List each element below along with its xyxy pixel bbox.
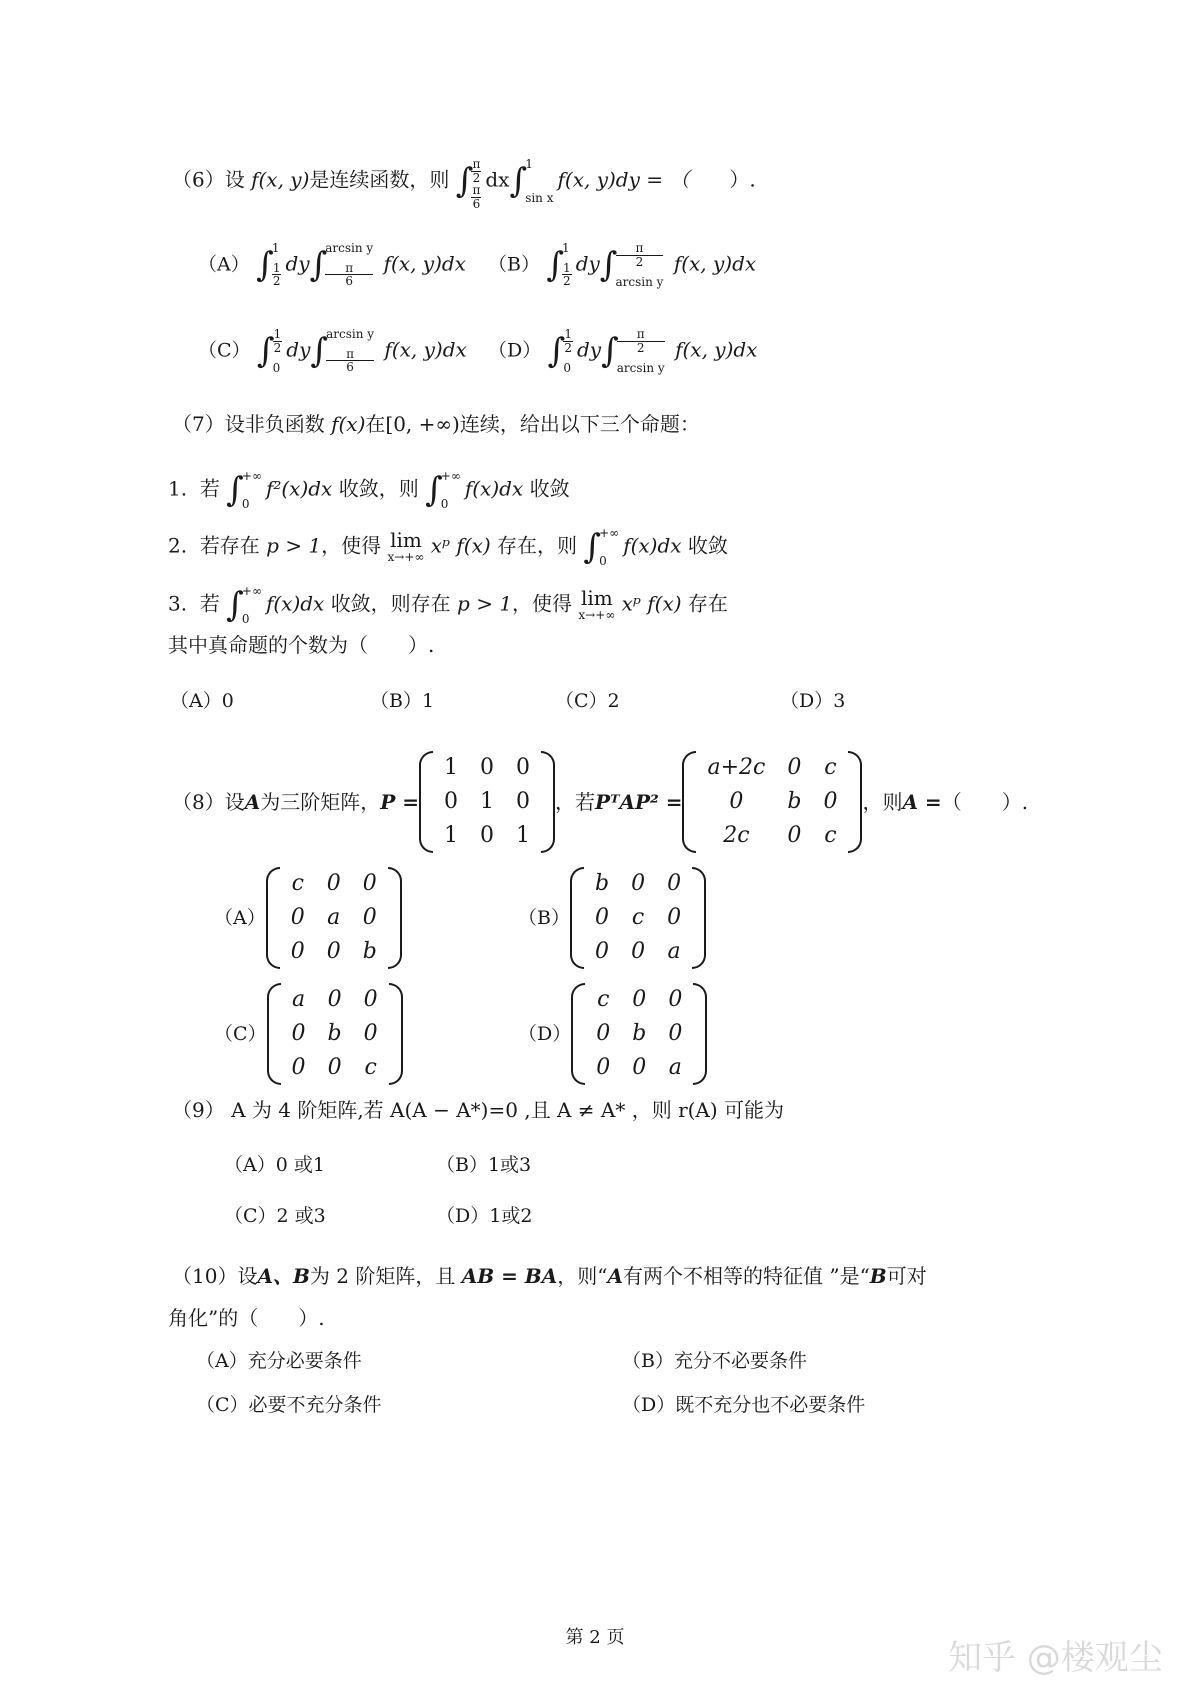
q7-stem: （7）设非负函数 f(x)在[0, +∞)连续，给出以下三个命题： bbox=[172, 412, 700, 436]
q9-option-b: （B）1或3 bbox=[436, 1154, 532, 1176]
q10-stem-line2: 角化”的（ ）. bbox=[168, 1306, 325, 1330]
q7-prop-1: 1. 若 ∫ +∞ 0 f²(x)dx 收敛，则 ∫ +∞ 0 f(x)dx 收敛 bbox=[168, 469, 570, 511]
q10-stem: （10）设A、B为 2 阶矩阵，且 AB = BA，则“A有两个不相等的特征值 ”是“B可对 bbox=[172, 1264, 927, 1288]
q10-option-a: （A）充分必要条件 bbox=[196, 1350, 362, 1372]
q8-option-d: （D） c 0 0 0 b 0 0 0 a bbox=[518, 986, 707, 1082]
q10-option-b: （B）充分不必要条件 bbox=[622, 1350, 807, 1372]
q9-option-c: （C）2 或3 bbox=[224, 1205, 326, 1227]
matrix-result: a+2c 0 c 0 b 0 2c 0 c bbox=[682, 751, 862, 853]
q8-option-a: （A） c 0 0 0 a 0 0 0 b bbox=[214, 870, 402, 966]
matrix-p: 1 0 0 0 1 0 1 0 1 bbox=[419, 751, 555, 853]
q8-stem: （8） 设 A 为三阶矩阵， P = 1 0 0 0 1 0 1 0 1 ，若 PᵀAP² = a+2c 0 c 0 b 0 2c 0 c ，则 A = （ ）. bbox=[172, 754, 1028, 850]
q6-option-a: （A） ∫ 1 $\frac{1}{2}$ dy∫ arcsin y $\frac{\pi}{6}$ f(x, y)dx bbox=[198, 241, 466, 289]
q6-option-b: （B） ∫ 1 $\frac{1}{2}$ dy∫ $\frac{\pi}{2}$ arcsin y f(x, y)dx bbox=[488, 241, 757, 289]
q6-option-c: （C） ∫ $\frac{1}{2}$ 0 dy∫ arcsin y $\frac{\pi}{6}$ f(x, y)dx bbox=[198, 327, 467, 375]
q9-stem: （9） A 为 4 阶矩阵,若 A(A − A*)=0 ,且 A ≠ A* ，则 r(A) 可能为 bbox=[172, 1098, 785, 1122]
page-number: 第 2 页 bbox=[565, 1627, 625, 1648]
q7-option-a: （A）0 bbox=[170, 690, 234, 712]
q10-option-c: （C）必要不充分条件 bbox=[196, 1394, 382, 1416]
q7-option-d: （D）3 bbox=[780, 690, 846, 712]
q6-stem: （6）设 f(x, y)是连续函数，则 ∫ $\frac{\pi}{2}$ $\frac{\pi}{6}$ dx∫ 1 sin x f(x, y)dy = （ ）. bbox=[172, 157, 756, 211]
q7-prop-3: 3. 若 ∫ +∞ 0 f(x)dx 收敛，则存在 p > 1，使得 lim x→+∞ xᵖ f(x) 存在 bbox=[168, 584, 728, 626]
q7-prop-2: 2. 若存在 p > 1，使得 lim x→+∞ xᵖ f(x) 存在，则 ∫ +∞ 0 f(x)dx 收敛 bbox=[168, 526, 728, 568]
q6-option-d: （D） ∫ $\frac{1}{2}$ 0 dy∫ $\frac{\pi}{2}$ arcsin y f(x, y)dx bbox=[488, 327, 758, 375]
watermark: 知乎 @楼观尘 bbox=[948, 1638, 1163, 1678]
q8-option-c: （C） a 0 0 0 b 0 0 0 c bbox=[214, 986, 403, 1082]
q8-option-b: （B） b 0 0 0 c 0 0 0 a bbox=[518, 870, 706, 966]
q7-question: 其中真命题的个数为（ ）. bbox=[168, 633, 435, 657]
q7-option-b: （B）1 bbox=[370, 690, 435, 712]
q10-option-d: （D）既不充分也不必要条件 bbox=[622, 1394, 866, 1416]
q9-option-d: （D）1或2 bbox=[436, 1205, 533, 1227]
q9-option-a: （A）0 或1 bbox=[224, 1154, 325, 1176]
q7-option-c: （C）2 bbox=[555, 690, 620, 712]
